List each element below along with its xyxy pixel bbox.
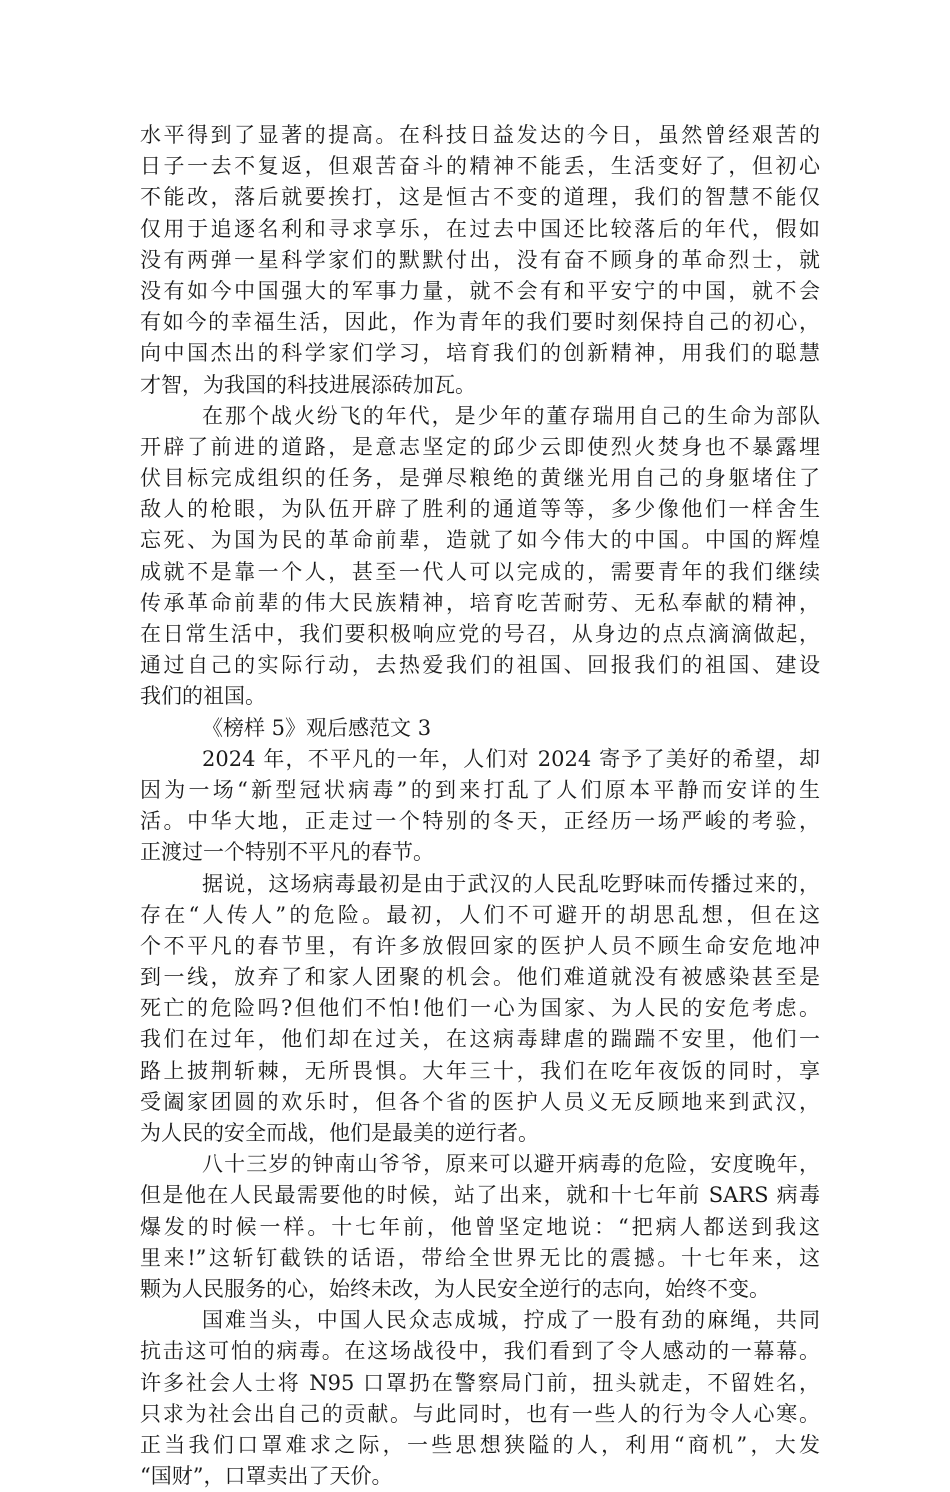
text-line: 受阖家团圆的欢乐时，但各个省的医护人员义无反顾地来到武汉，: [140, 1089, 820, 1114]
text-line: 在日常生活中，我们要积极响应党的号召，从身边的点点滴滴做起，: [140, 622, 820, 646]
text-line: 没有两弹一星科学家们的默默付出，没有奋不顾身的革命烈士，就: [140, 247, 820, 272]
text-line: 向中国杰出的科学家们学习，培育我们的创新精神，用我们的聪慧: [140, 341, 820, 366]
text-line: 正渡过一个特别不平凡的春节。: [140, 840, 434, 865]
text-line: 只求为社会出自己的贡献。与此同时，也有一些人的行为令人心寒。: [140, 1401, 820, 1426]
text-line: 为人民的安全而战，他们是最美的逆行者。: [140, 1121, 539, 1145]
text-line: 日子一去不复返，但艰苦奋斗的精神不能丢，生活变好了，但初心: [140, 154, 820, 179]
text-line: 才智，为我国的科技进展添砖加瓦。: [140, 372, 476, 397]
text-line: 但是他在人民最需要他的时候，站了出来，就和十七年前 SARS 病毒: [140, 1183, 820, 1208]
text-line: 个不平凡的春节里，有许多放假回家的医护人员不顾生命安危地冲: [140, 933, 820, 958]
document-body: [140, 120, 820, 1492]
text-line: 通过自己的实际行动，去热爱我们的祖国、回报我们的祖国、建设: [140, 653, 820, 678]
paragraph-first-line: 2024 年，不平凡的一年，人们对 2024 寄予了美好的希望，却: [202, 746, 820, 771]
text-line: 仅用于追逐名利和寻求享乐，在过去中国还比较落后的年代，假如: [140, 216, 820, 241]
text-line: 路上披荆斩棘，无所畏惧。大年三十，我们在吃年夜饭的同时，享: [140, 1058, 820, 1083]
text-line: 许多社会人士将 N95 口罩扔在警察局门前，扭头就走，不留姓名，: [140, 1370, 820, 1395]
text-line: 因为一场“新型冠状病毒”的到来打乱了人们原本平静而安详的生: [140, 777, 820, 802]
text-line: 颗为人民服务的心，始终未改，为人民安全逆行的志向，始终不变。: [140, 1276, 770, 1301]
text-line: “国财”，口罩卖出了天价。: [140, 1464, 393, 1489]
text-line: 活。中华大地，正走过一个特别的冬天，正经历一场严峻的考验，: [140, 809, 820, 834]
text-line: 没有如今中国强大的军事力量，就不会有和平安宁的中国，就不会: [140, 278, 820, 303]
text-line: 里来!”这斩钉截铁的话语，带给全世界无比的震撼。十七年来，这: [140, 1245, 820, 1270]
paragraph-first-line: 八十三岁的钟南山爷爷，原来可以避开病毒的危险，安度晚年，: [202, 1152, 820, 1177]
text-line: 我们的祖国。: [140, 684, 266, 709]
section-heading: 《榜样 5》观后感范文 3: [202, 715, 432, 740]
text-line: 正当我们口罩难求之际，一些思想狭隘的人，利用“商机”，大发: [140, 1432, 820, 1457]
text-line: 敌人的枪眼，为队伍开辟了胜利的通道等等，多少像他们一样舍生: [140, 497, 820, 522]
text-line: 我们在过年，他们却在过关，在这病毒肆虐的踹踹不安里，他们一: [140, 1027, 820, 1052]
text-line: 抗击这可怕的病毒。在这场战役中，我们看到了令人感动的一幕幕。: [140, 1339, 820, 1364]
paragraph-first-line: 国难当头，中国人民众志成城，拧成了一股有劲的麻绳，共同: [202, 1308, 820, 1333]
text-line: 成就不是靠一个人，甚至一代人可以完成的，需要青年的我们继续: [140, 559, 820, 584]
text-line: 死亡的危险吗?但他们不怕!他们一心为国家、为人民的安危考虑。: [140, 996, 820, 1021]
text-line: 到一线，放弃了和家人团聚的机会。他们难道就没有被感染甚至是: [140, 965, 820, 990]
text-line: 传承革命前辈的伟大民族精神，培育吃苦耐劳、无私奉献的精神，: [140, 590, 820, 615]
paragraph-first-line: 在那个战火纷飞的年代，是少年的董存瑞用自己的生命为部队: [202, 403, 820, 428]
text-line: 水平得到了显著的提高。在科技日益发达的今日，虽然曾经艰苦的: [140, 123, 820, 147]
text-line: 忘死、为国为民的革命前辈，造就了如今伟大的中国。中国的辉煌: [140, 528, 820, 553]
text-line: 爆发的时候一样。十七年前，他曾坚定地说：“把病人都送到我这: [140, 1214, 820, 1239]
text-line: 存在“人传人”的危险。最初，人们不可避开的胡思乱想，但在这: [140, 902, 820, 927]
text-line: 有如今的幸福生活，因此，作为青年的我们要时刻保持自己的初心，: [140, 310, 820, 335]
text-line: 不能改，落后就要挨打，这是恒古不变的道理，我们的智慧不能仅: [140, 185, 820, 210]
text-line: 开辟了前进的道路，是意志坚定的邱少云即使烈火焚身也不暴露埋: [140, 434, 820, 459]
text-line: 伏目标完成组织的任务，是弹尽粮绝的黄继光用自己的身躯堵住了: [140, 466, 820, 491]
paragraph-first-line: 据说，这场病毒最初是由于武汉的人民乱吃野味而传播过来的，: [202, 871, 820, 896]
